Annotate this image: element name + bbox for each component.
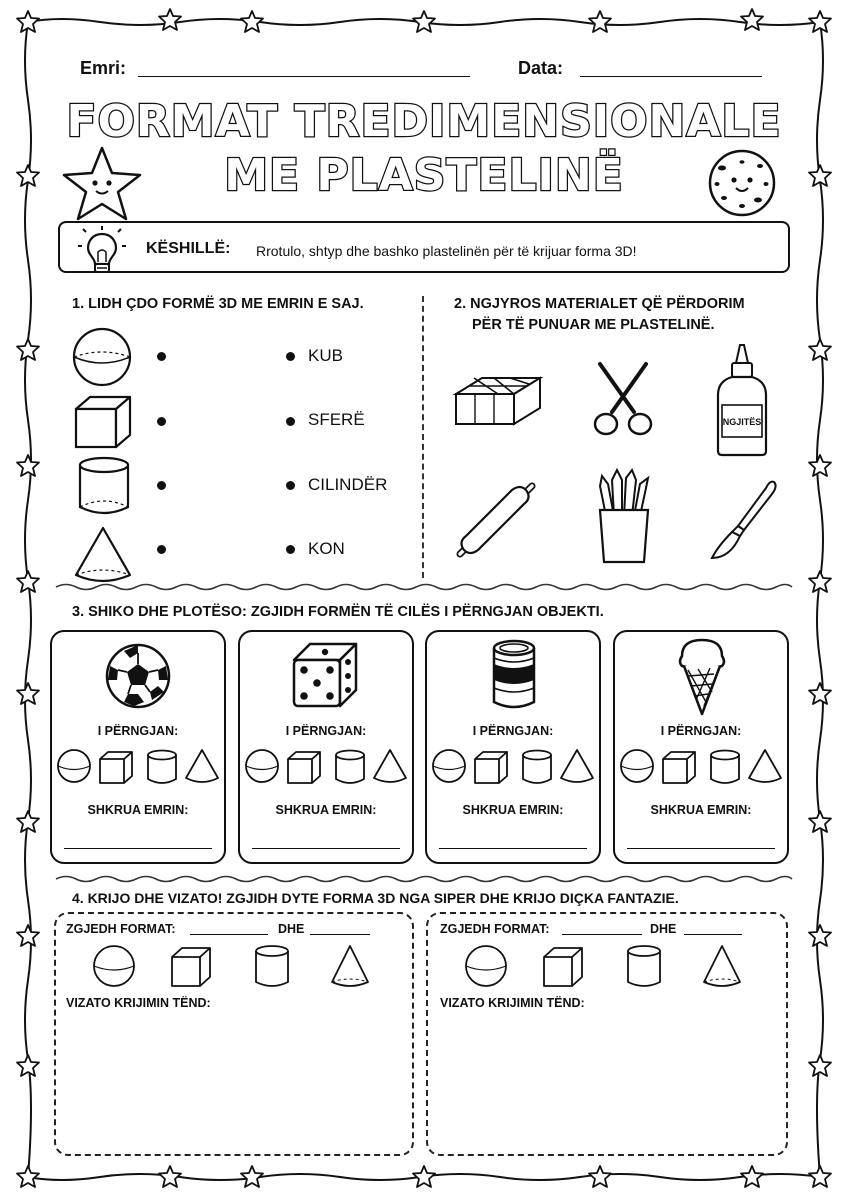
cube-option-icon <box>288 752 320 783</box>
match-dot-left-1[interactable] <box>157 352 166 361</box>
cylinder-option-icon <box>711 751 739 784</box>
cube-option-icon <box>100 752 132 783</box>
match-dot-right-3[interactable] <box>286 481 295 490</box>
cube-option-icon <box>663 752 695 783</box>
match-dot-left-3[interactable] <box>157 481 166 490</box>
choose-shape-field-2b[interactable] <box>684 934 742 935</box>
cylinder-icon <box>256 946 288 986</box>
cube-icon <box>172 948 210 986</box>
cone-option-icon <box>749 750 781 782</box>
section-divider-wave-1 <box>56 582 792 592</box>
shape-name-2: SFERË <box>308 410 365 429</box>
shape-name-4: KON <box>308 539 345 558</box>
write-name-field-4[interactable] <box>627 848 775 849</box>
resembles-label-2: I PËRNGJAN: <box>285 724 367 738</box>
draw-label-1: VIZATO KRIJIMIN TËND: <box>66 996 211 1010</box>
write-name-field-2[interactable] <box>252 848 400 849</box>
and-label-2: DHE <box>650 922 677 936</box>
write-name-field-3[interactable] <box>439 848 587 849</box>
section-2-title-line-2: PËR TË PUNUAR ME PLASTELINË. <box>472 317 715 333</box>
pencil-cup-icon[interactable] <box>592 470 656 566</box>
cube-option-icon <box>475 752 507 783</box>
shape-options-card-2[interactable] <box>244 746 414 786</box>
cookie-mascot-icon <box>704 148 780 218</box>
choose-shapes-label-2: ZGJEDH FORMAT: <box>440 922 550 936</box>
cylinder-icon <box>628 946 660 986</box>
title-line-1: FORMAT TREDIMENSIONALE <box>66 96 782 147</box>
cylinder-option-icon <box>336 751 364 784</box>
shape-reference-row-2 <box>464 942 754 990</box>
resembles-label-3: I PËRNGJAN: <box>472 724 554 738</box>
match-dot-right-4[interactable] <box>286 545 295 554</box>
sphere-option-icon <box>433 750 465 782</box>
write-name-label-4: SHKRUA EMRIN: <box>650 803 752 817</box>
sphere-icon <box>466 946 506 986</box>
shape-name-3: CILINDËR <box>308 475 388 494</box>
sphere-icon <box>70 327 134 387</box>
match-dot-left-4[interactable] <box>157 545 166 554</box>
rolling-pin-icon[interactable] <box>452 480 540 560</box>
lightbulb-icon <box>76 224 128 278</box>
choose-shape-field-2a[interactable] <box>562 934 642 935</box>
shape-options-card-4[interactable] <box>619 746 789 786</box>
can-icon <box>490 638 538 712</box>
clay-block-icon[interactable] <box>452 372 544 432</box>
choose-shape-field-1b[interactable] <box>310 934 370 935</box>
match-dot-right-2[interactable] <box>286 417 295 426</box>
cone-icon <box>72 525 134 585</box>
cube-icon <box>544 948 582 986</box>
sphere-option-icon <box>621 750 653 782</box>
name-label: Emri: <box>80 58 127 78</box>
write-name-label-1: SHKRUA EMRIN: <box>87 803 189 817</box>
draw-label-2: VIZATO KRIJIMIN TËND: <box>440 996 585 1010</box>
cone-option-icon <box>561 750 593 782</box>
sphere-option-icon <box>246 750 278 782</box>
ice-cream-icon <box>676 636 728 716</box>
date-field[interactable] <box>580 76 762 77</box>
glue-label: NGJITËS <box>722 417 762 427</box>
match-dot-right-1[interactable] <box>286 352 295 361</box>
tip-label: KËSHILLË: <box>146 240 231 257</box>
section-4-title: 4. KRIJO DHE VIZATO! ZGJIDH DYTE FORMA 3D NGA SIPER DHE KRIJO DIÇKA FANTAZIE. <box>72 890 679 906</box>
shape-options-card-3[interactable] <box>431 746 601 786</box>
cube-icon <box>72 393 134 451</box>
title-line-2: ME PLASTELINË <box>224 150 624 201</box>
tip-text: Rrotulo, shtyp dhe bashko plastelinën për të krijuar forma 3D! <box>256 243 637 259</box>
paintbrush-icon[interactable] <box>708 478 780 562</box>
section-3-title: 3. SHIKO DHE PLOTËSO: ZGJIDH FORMËN TË CILËS I PËRNGJAN OBJEKTI. <box>72 604 604 620</box>
match-dot-left-2[interactable] <box>157 417 166 426</box>
shape-name-1: KUB <box>308 346 343 365</box>
section-divider-vertical <box>422 296 424 578</box>
sphere-option-icon <box>58 750 90 782</box>
date-label: Data: <box>518 58 564 78</box>
cone-icon <box>332 946 368 986</box>
cylinder-option-icon <box>148 751 176 784</box>
cylinder-icon <box>76 455 132 517</box>
write-name-label-2: SHKRUA EMRIN: <box>275 803 377 817</box>
section-1-title: 1. LIDH ÇDO FORMË 3D ME EMRIN E SAJ. <box>72 296 364 312</box>
cylinder-option-icon <box>523 751 551 784</box>
section-divider-wave-2 <box>56 874 792 884</box>
shape-options-card-1[interactable] <box>56 746 226 786</box>
write-name-field-1[interactable] <box>64 848 212 849</box>
choose-shape-field-1a[interactable] <box>190 934 268 935</box>
sphere-icon <box>94 946 134 986</box>
dice-icon <box>290 640 360 710</box>
resembles-label-4: I PËRNGJAN: <box>660 724 742 738</box>
cone-icon <box>704 946 740 986</box>
cone-option-icon <box>186 750 218 782</box>
and-label-1: DHE <box>278 922 305 936</box>
name-field[interactable] <box>138 76 470 77</box>
shape-reference-row-1 <box>92 942 382 990</box>
soccer-ball-icon <box>104 642 172 710</box>
write-name-label-3: SHKRUA EMRIN: <box>462 803 564 817</box>
section-2-title-line-1: 2. NGJYROS MATERIALET QË PËRDORIM <box>454 296 745 312</box>
glue-bottle-icon[interactable] <box>712 343 772 459</box>
star-mascot-icon <box>60 145 144 223</box>
choose-shapes-label-1: ZGJEDH FORMAT: <box>66 922 176 936</box>
scissors-icon[interactable] <box>590 360 656 440</box>
resembles-label-1: I PËRNGJAN: <box>97 724 179 738</box>
cone-option-icon <box>374 750 406 782</box>
